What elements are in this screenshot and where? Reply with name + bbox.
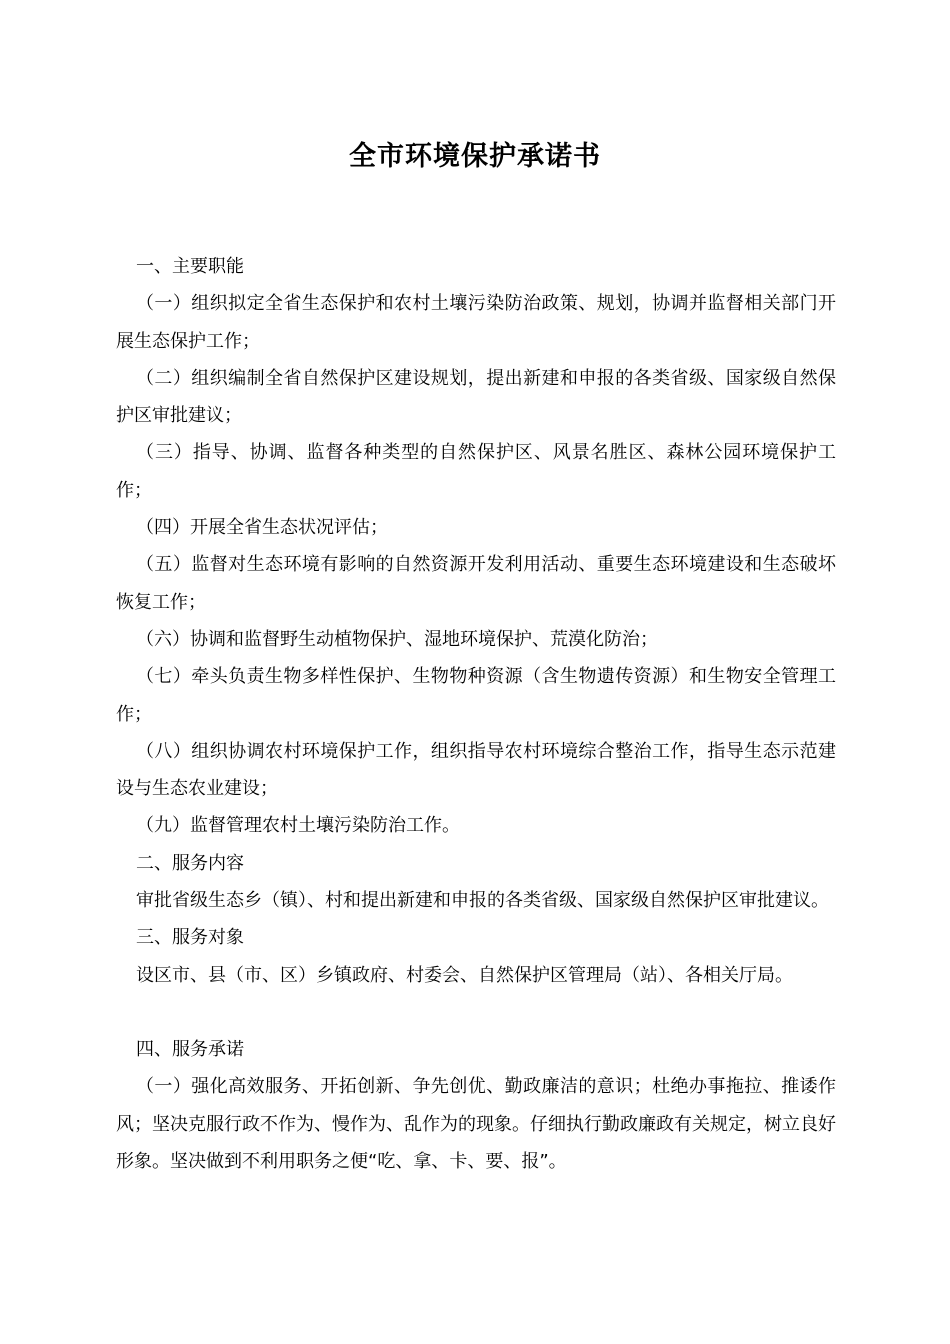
section-heading-main-functions: 一、主要职能	[136, 256, 244, 277]
section-spacer	[116, 994, 836, 1031]
function-item-7: （七）牵头负责生物多样性保护、生物物种资源（含生物遗传资源）和生物安全管理工作；	[116, 666, 836, 725]
function-item-8: （八）组织协调农村环境保护工作，组织指导农村环境综合整治工作，指导生态示范建设与生态农业建设；	[116, 740, 836, 800]
document-body	[116, 248, 836, 1180]
section-heading-service-commitment: 四、服务承诺	[136, 1038, 244, 1060]
function-item-1: （一）组织拟定全省生态保护和农村土壤污染防治政策、规划，协调并监督相关部门开展生态保护工作；	[116, 293, 836, 352]
document-title: 全市环境保护承诺书	[349, 141, 601, 172]
function-item-6: （六）协调和监督野生动植物保护、湿地环境保护、荒漠化防治；	[136, 628, 658, 650]
function-item-2: （二）组织编制全省自然保护区建设规划，提出新建和申报的各类省级、国家级自然保护区审批建议；	[116, 367, 836, 427]
function-item-5: （五）监督对生态环境有影响的自然资源开发利用活动、重要生态环境建设和生态破坏恢复工作；	[116, 554, 836, 613]
function-item-3: （三）指导、协调、监督各种类型的自然保护区、风景名胜区、森林公园环境保护工作；	[116, 442, 836, 501]
commitment-item-1: （一）强化高效服务、开拓创新、争先创优、勤政廉洁的意识；杜绝办事拖拉、推诿作风；坚决克服行政不作为、慢作为、乱作为的现象。仔细执行勤政廉政有关规定，树立良好形象。坚决做到不利用职务之便“吃、拿、卡、要、报”。	[116, 1076, 836, 1172]
service-targets-text: 设区市、县（市、区）乡镇政府、村委会、自然保护区管理局（站）、各相关厅局。	[136, 964, 793, 986]
section-heading-service-targets: 三、服务对象	[136, 927, 244, 949]
section-heading-service-content: 二、服务内容	[136, 852, 244, 874]
function-item-9: （九）监督管理农村土壤污染防治工作。	[136, 815, 460, 837]
service-content-text: 审批省级生态乡（镇）、村和提出新建和申报的各类省级、国家级自然保护区审批建议。	[136, 890, 829, 912]
function-item-4: （四）开展全省生态状况评估；	[136, 517, 388, 539]
